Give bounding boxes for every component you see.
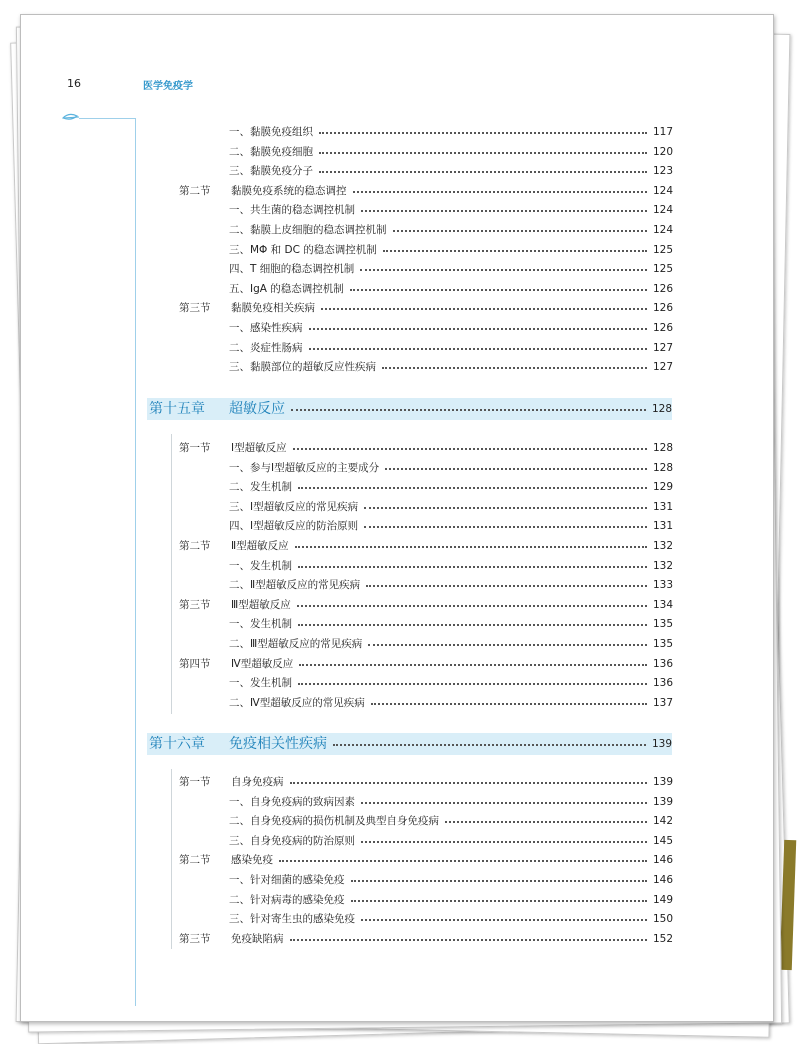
item-title: 四、Ⅰ型超敏反应的防治原则 bbox=[229, 520, 359, 533]
toc-item-entry[interactable] bbox=[21, 793, 773, 812]
page-ref: 126 bbox=[652, 322, 673, 334]
page-ref: 146 bbox=[652, 854, 673, 867]
page-ref: 139 bbox=[652, 776, 673, 788]
item-title: 三、针对寄生虫的感染免疫 bbox=[229, 913, 355, 926]
toc-item-entry[interactable] bbox=[21, 891, 773, 910]
leader-dots bbox=[279, 860, 647, 862]
page-ref: 131 bbox=[652, 520, 673, 533]
toc-item-entry[interactable] bbox=[21, 143, 773, 162]
section-title: Ⅰ型超敏反应 bbox=[231, 442, 287, 454]
toc-item-entry[interactable] bbox=[21, 871, 773, 890]
toc-section-entry[interactable] bbox=[21, 596, 773, 615]
page-ref: 139 bbox=[652, 795, 673, 808]
section-label: 第三节 bbox=[179, 302, 211, 315]
leader-dots bbox=[293, 448, 647, 450]
page-ref: 126 bbox=[652, 282, 673, 295]
item-title: 二、自身免疫病的损伤机制及典型自身免疫病 bbox=[229, 815, 439, 828]
leader-dots bbox=[361, 919, 647, 921]
toc-item-entry[interactable] bbox=[21, 498, 773, 517]
page-ref: 142 bbox=[652, 815, 673, 828]
page-ref: 126 bbox=[652, 302, 673, 315]
chapter-heading-16[interactable] bbox=[147, 733, 672, 755]
leader-dots bbox=[351, 900, 647, 902]
item-title: 二、炎症性肠病 bbox=[229, 341, 303, 354]
section-label: 第三节 bbox=[179, 932, 211, 945]
chapter-title: 免疫相关性疾病 bbox=[229, 736, 327, 752]
toc-item-entry[interactable] bbox=[21, 478, 773, 497]
toc-section-entry[interactable] bbox=[21, 299, 773, 318]
leader-dots bbox=[382, 367, 647, 369]
leader-dots bbox=[290, 782, 647, 784]
item-title: 二、Ⅱ型超敏反应的常见疾病 bbox=[229, 579, 361, 592]
toc-section-entry[interactable] bbox=[21, 182, 773, 201]
page-ref: 131 bbox=[652, 500, 673, 513]
page-ref: 133 bbox=[652, 579, 673, 592]
item-title: 一、发生机制 bbox=[229, 618, 292, 631]
toc-item-entry[interactable] bbox=[21, 557, 773, 576]
page-ref: 145 bbox=[652, 834, 673, 847]
page-ref: 152 bbox=[652, 932, 673, 945]
leader-dots bbox=[393, 230, 647, 232]
toc-section-entry[interactable] bbox=[21, 851, 773, 870]
chapter-label: 第十五章 bbox=[149, 401, 205, 417]
page-ref: 124 bbox=[652, 204, 673, 217]
page-ref: 127 bbox=[652, 361, 673, 374]
leader-dots bbox=[361, 802, 647, 804]
leader-dots bbox=[366, 585, 647, 587]
leader-dots bbox=[290, 939, 647, 941]
leader-dots bbox=[383, 250, 647, 252]
chapter-label: 第十六章 bbox=[149, 736, 205, 752]
toc-item-entry[interactable] bbox=[21, 221, 773, 240]
page-ref: 136 bbox=[652, 677, 673, 690]
item-title: 二、黏膜免疫细胞 bbox=[229, 145, 313, 158]
leader-dots bbox=[353, 191, 647, 193]
leader-dots bbox=[333, 744, 646, 746]
leader-dots bbox=[319, 171, 647, 173]
section-label: 第一节 bbox=[179, 776, 211, 788]
item-title: 一、感染性疾病 bbox=[229, 322, 303, 334]
section-label: 第二节 bbox=[179, 854, 211, 867]
page-ref: 125 bbox=[652, 243, 673, 256]
toc-section-entry[interactable] bbox=[21, 537, 773, 556]
chapter-heading-15[interactable] bbox=[147, 398, 672, 420]
leader-dots bbox=[295, 546, 647, 548]
toc-item-entry[interactable] bbox=[21, 339, 773, 358]
section-label: 第四节 bbox=[179, 657, 211, 670]
toc-item-entry[interactable] bbox=[21, 694, 773, 713]
leader-dots bbox=[298, 566, 647, 568]
toc-item-entry[interactable] bbox=[21, 280, 773, 299]
section-title: 黏膜免疫相关疾病 bbox=[231, 302, 315, 315]
toc-item-entry[interactable] bbox=[21, 358, 773, 377]
chapter-page: 128 bbox=[651, 403, 672, 415]
toc-item-entry[interactable] bbox=[21, 517, 773, 536]
toc-item-entry[interactable] bbox=[21, 241, 773, 260]
toc-item-entry[interactable] bbox=[21, 615, 773, 634]
leader-dots bbox=[298, 624, 647, 626]
leader-dots bbox=[364, 507, 647, 509]
chapter-page: 139 bbox=[651, 738, 672, 750]
leader-dots bbox=[385, 468, 647, 470]
item-title: 三、自身免疫病的防治原则 bbox=[229, 834, 355, 847]
leader-dots bbox=[350, 289, 647, 291]
item-title: 三、MΦ 和 DC 的稳态调控机制 bbox=[229, 243, 377, 256]
leader-dots bbox=[361, 841, 647, 843]
page-ref: 135 bbox=[652, 638, 673, 650]
toc-item-entry[interactable] bbox=[21, 576, 773, 595]
leader-dots bbox=[319, 152, 647, 154]
leader-dots bbox=[351, 880, 647, 882]
section-title: 黏膜免疫系统的稳态调控 bbox=[231, 184, 347, 197]
toc-item-entry[interactable] bbox=[21, 812, 773, 831]
leaf-icon bbox=[61, 112, 81, 122]
leader-dots bbox=[364, 526, 647, 528]
toc-section-entry[interactable] bbox=[21, 773, 773, 792]
leader-dots bbox=[298, 487, 647, 489]
section-label: 第二节 bbox=[179, 184, 211, 197]
page-ref: 136 bbox=[652, 657, 673, 670]
toc-section-entry[interactable] bbox=[21, 655, 773, 674]
item-title: 一、针对细菌的感染免疫 bbox=[229, 874, 345, 886]
toc-item-entry[interactable] bbox=[21, 201, 773, 220]
section-title: 自身免疫病 bbox=[231, 776, 284, 788]
page-ref: 128 bbox=[652, 442, 673, 454]
toc-item-entry[interactable] bbox=[21, 459, 773, 478]
section-label: 第三节 bbox=[179, 598, 211, 611]
section-title: 感染免疫 bbox=[231, 854, 273, 867]
page-ref: 134 bbox=[652, 598, 673, 611]
chapter-title: 超敏反应 bbox=[229, 401, 285, 417]
toc-item-entry[interactable] bbox=[21, 260, 773, 279]
toc-item-entry[interactable] bbox=[21, 910, 773, 929]
section-title: Ⅳ型超敏反应 bbox=[231, 657, 294, 670]
page-ref: 150 bbox=[652, 913, 673, 926]
leader-dots bbox=[319, 132, 647, 134]
page-ref: 125 bbox=[652, 263, 673, 276]
leader-dots bbox=[299, 664, 647, 666]
toc-item-entry[interactable] bbox=[21, 162, 773, 181]
leader-dots bbox=[298, 683, 647, 685]
leader-dots bbox=[291, 409, 646, 411]
leader-dots bbox=[368, 644, 647, 646]
toc-section-entry[interactable] bbox=[21, 439, 773, 458]
item-title: 二、发生机制 bbox=[229, 481, 292, 494]
leader-dots bbox=[321, 308, 647, 310]
toc-item-entry[interactable] bbox=[21, 832, 773, 851]
item-title: 一、自身免疫病的致病因素 bbox=[229, 795, 355, 808]
page-ref: 129 bbox=[652, 481, 673, 494]
page-ref: 117 bbox=[652, 126, 673, 138]
page-ref: 128 bbox=[652, 461, 673, 474]
item-title: 二、黏膜上皮细胞的稳态调控机制 bbox=[229, 224, 387, 236]
page-ref: 132 bbox=[652, 559, 673, 572]
page-ref: 132 bbox=[652, 540, 673, 552]
item-title: 二、针对病毒的感染免疫 bbox=[229, 893, 345, 906]
toc-item-entry[interactable] bbox=[21, 674, 773, 693]
running-title: 医学免疫学 bbox=[143, 81, 193, 92]
toc-section-entry[interactable] bbox=[21, 930, 773, 949]
toc-item-entry[interactable] bbox=[21, 319, 773, 338]
leader-dots bbox=[371, 703, 647, 705]
item-title: 一、发生机制 bbox=[229, 559, 292, 572]
item-title: 五、IgA 的稳态调控机制 bbox=[229, 282, 344, 295]
section-title: Ⅲ型超敏反应 bbox=[231, 598, 291, 611]
page-ref: 124 bbox=[652, 224, 673, 236]
page-ref: 124 bbox=[652, 184, 673, 197]
toc-item-entry[interactable] bbox=[21, 123, 773, 142]
leader-dots bbox=[309, 348, 647, 350]
section-label: 第二节 bbox=[179, 540, 211, 552]
toc-page bbox=[20, 14, 774, 1022]
page-number: 16 bbox=[67, 77, 81, 90]
item-title: 一、参与Ⅰ型超敏反应的主要成分 bbox=[229, 461, 380, 474]
section-title: Ⅱ型超敏反应 bbox=[231, 540, 289, 552]
leader-dots bbox=[309, 328, 647, 330]
page-ref: 127 bbox=[652, 341, 673, 354]
item-title: 一、共生菌的稳态调控机制 bbox=[229, 204, 355, 217]
item-title: 一、黏膜免疫组织 bbox=[229, 126, 313, 138]
page-ref: 146 bbox=[652, 874, 673, 886]
leader-dots bbox=[361, 210, 647, 212]
page-ref: 149 bbox=[652, 893, 673, 906]
leader-dots bbox=[360, 269, 647, 271]
item-title: 二、Ⅳ型超敏反应的常见疾病 bbox=[229, 696, 365, 709]
item-title: 三、黏膜部位的超敏反应性疾病 bbox=[229, 361, 376, 374]
toc-item-entry[interactable] bbox=[21, 635, 773, 654]
item-title: 二、Ⅲ型超敏反应的常见疾病 bbox=[229, 638, 363, 650]
section-label: 第一节 bbox=[179, 442, 211, 454]
leader-dots bbox=[297, 605, 647, 607]
margin-rule-horizontal bbox=[79, 118, 135, 119]
page-ref: 120 bbox=[652, 145, 673, 158]
section-title: 免疫缺陷病 bbox=[231, 932, 284, 945]
item-title: 三、黏膜免疫分子 bbox=[229, 165, 313, 178]
item-title: 一、发生机制 bbox=[229, 677, 292, 690]
page-ref: 123 bbox=[652, 165, 673, 178]
item-title: 四、T 细胞的稳态调控机制 bbox=[229, 263, 355, 276]
item-title: 三、Ⅰ型超敏反应的常见疾病 bbox=[229, 500, 359, 513]
page-ref: 135 bbox=[652, 618, 673, 631]
leader-dots bbox=[445, 821, 647, 823]
page-ref: 137 bbox=[652, 696, 673, 709]
